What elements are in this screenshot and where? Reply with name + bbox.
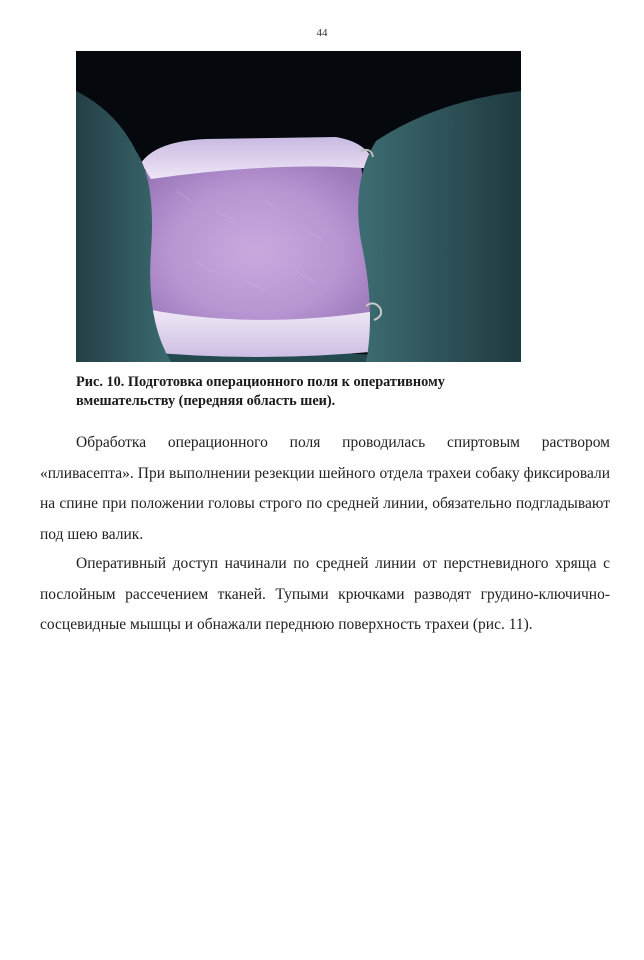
page-number: 44 <box>316 27 328 39</box>
skin-area <box>136 154 376 331</box>
figure-caption <box>76 373 576 411</box>
surgical-field-photo <box>76 51 521 362</box>
body-paragraph-1: Обработка операционного поля проводилась спиртовым раствором «пливасепта». При выполнении резекции шейного отдела трахеи собаку фиксировали на спине при положении головы строго по средней линии, обязательно подгладывают под шею валик. <box>40 434 610 543</box>
body-paragraph-2: Оперативный доступ начинали по средней линии от перстневидного хряща с послойным рассечением тканей. Тупыми крючками разводят грудино-ключично-сосцевидные мышцы и обнажали переднюю поверхность трахеи (рис. 11). <box>40 555 610 633</box>
figure-caption-line-1: Рис. 10. Подготовка операционного поля к оперативному <box>76 374 445 390</box>
figure-caption-line-2: вмешательству (передняя область шеи). <box>76 393 336 409</box>
